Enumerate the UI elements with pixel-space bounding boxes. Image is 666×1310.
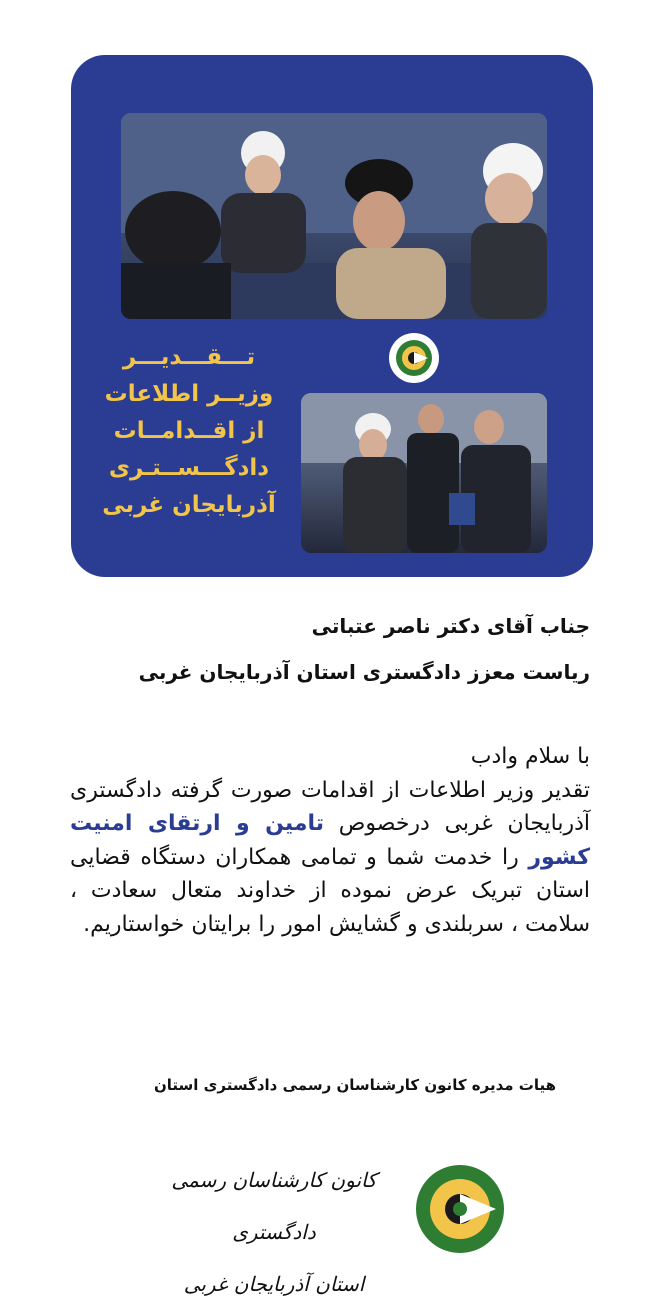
meeting-photo <box>121 113 547 319</box>
banner-title-line: دادگـــســتـری <box>108 455 270 481</box>
message-highlight: تامین و ارتقای امنیت کشور <box>70 811 590 870</box>
banner-title <box>89 339 289 524</box>
footer-organization <box>144 1154 404 1310</box>
banner-title-line: وزیــر اطلاعات <box>104 381 274 407</box>
footer-line: کانون کارشناسان رسمی دادگستری <box>171 1168 377 1244</box>
message-text: را خدمت شما و تمامی همکاران دستگاه قضایی استان تبریک عرض نموده از خداوند متعال سعادت ، سلامت ، سربلندی و گشایش امور را برایتان خواستاریم. <box>70 844 590 937</box>
banner-title-line: از اقــدامــات <box>113 418 265 444</box>
header-banner <box>71 55 593 577</box>
footer-emblem-logo <box>414 1163 506 1255</box>
signature: هیات مدیره کانون کارشناسان رسمی دادگستری استان <box>153 1076 556 1094</box>
recipient-name: جناب آقای دکتر ناصر عتباتی <box>311 614 590 638</box>
recipient-title: ریاست معزز دادگستری استان آذربایجان غربی <box>138 660 590 684</box>
message-greeting: با سلام وادب <box>470 744 590 769</box>
banner-title-line: آذربایجان غربی <box>102 492 276 518</box>
emblem-logo <box>389 333 439 383</box>
message-body <box>70 740 590 941</box>
banner-title-line: تـــقـــدیـــر <box>122 344 256 370</box>
handshake-photo <box>301 393 547 553</box>
message-text: تقدیر وزیر اطلاعات از اقدامات صورت گرفته دادگستری آذربایجان غربی درخصوص <box>70 777 590 836</box>
footer-line: استان آذربایجان غربی <box>183 1272 365 1296</box>
message-paragraph <box>70 774 590 942</box>
